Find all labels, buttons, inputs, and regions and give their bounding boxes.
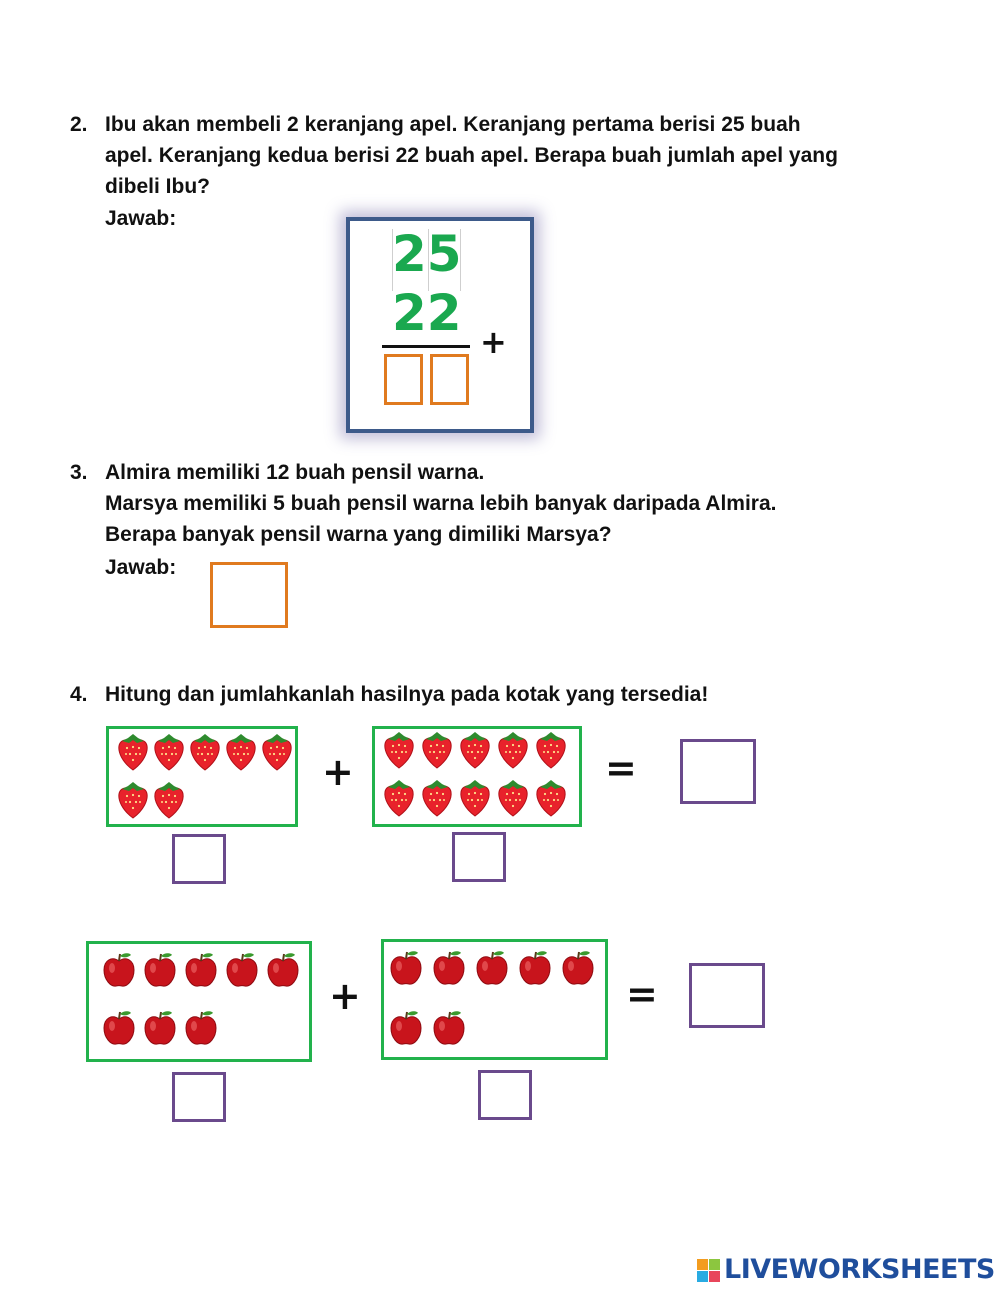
question-2-answer-label: Jawab:: [105, 207, 177, 230]
apple-icon: [102, 1009, 136, 1052]
strawberry-icon: [420, 730, 454, 775]
plus-sign: +: [329, 974, 361, 1018]
strawberry-icon: [152, 732, 186, 777]
apple-icon: [432, 949, 466, 992]
question-3-answer-box[interactable]: [210, 562, 288, 628]
logo-text: LIVEWORKSHEETS: [724, 1254, 995, 1285]
question-4-number: 4.: [70, 683, 88, 706]
strawberry-icon: [382, 730, 416, 775]
logo-blocks-icon: [697, 1259, 721, 1283]
strawberry-icon: [188, 732, 222, 777]
bottom-number: 22: [392, 284, 462, 342]
strawberry-icon: [496, 730, 530, 775]
plus-sign: +: [322, 750, 354, 794]
apple-icon: [184, 1009, 218, 1052]
apple-icon: [184, 951, 218, 994]
question-4-instruction: Hitung dan jumlahkanlah hasilnya pada kotak yang tersedia!: [105, 683, 709, 706]
apple-left-count-box[interactable]: [172, 1072, 226, 1122]
question-3-text-line-1: Almira memiliki 12 buah pensil warna.: [105, 461, 485, 484]
question-2-text-line-3: dibeli Ibu?: [105, 175, 210, 198]
strawberry-icon: [152, 780, 186, 825]
strawberry-icon: [534, 778, 568, 823]
apple-icon: [389, 949, 423, 992]
strawberry-total-box[interactable]: [680, 739, 756, 804]
strawberry-icon: [534, 730, 568, 775]
question-3-number: 3.: [70, 461, 88, 484]
strawberry-left-count-box[interactable]: [172, 834, 226, 884]
strawberry-right-count-box[interactable]: [452, 832, 506, 882]
apple-icon: [561, 949, 595, 992]
strawberry-icon: [496, 778, 530, 823]
apple-icon: [475, 949, 509, 992]
apple-icon: [266, 951, 300, 994]
apple-right-count-box[interactable]: [478, 1070, 532, 1120]
question-2-number: 2.: [70, 113, 88, 136]
question-3-text-line-3: Berapa banyak pensil warna yang dimiliki Marsya?: [105, 523, 612, 546]
sum-line: [382, 345, 470, 348]
apple-icon: [432, 1009, 466, 1052]
answer-box-ones[interactable]: [430, 354, 469, 405]
equals-sign: =: [605, 746, 637, 790]
apple-icon: [518, 949, 552, 992]
plus-sign: +: [480, 323, 507, 361]
liveworksheets-logo: [697, 1254, 995, 1285]
strawberry-icon: [116, 732, 150, 777]
strawberry-icon: [116, 780, 150, 825]
question-3-text-line-2: Marsya memiliki 5 buah pensil warna lebih banyak daripada Almira.: [105, 492, 777, 515]
strawberry-icon: [420, 778, 454, 823]
question-2-text-line-1: Ibu akan membeli 2 keranjang apel. Keranjang pertama berisi 25 buah: [105, 113, 801, 136]
strawberry-icon: [382, 778, 416, 823]
apple-icon: [143, 1009, 177, 1052]
strawberry-icon: [260, 732, 294, 777]
strawberry-icon: [458, 730, 492, 775]
apple-icon: [389, 1009, 423, 1052]
question-2-text-line-2: apel. Keranjang kedua berisi 22 buah apel. Berapa buah jumlah apel yang: [105, 144, 838, 167]
apple-icon: [225, 951, 259, 994]
apple-total-box[interactable]: [689, 963, 765, 1028]
strawberry-icon: [224, 732, 258, 777]
question-3-answer-label: Jawab:: [105, 556, 177, 579]
equals-sign: =: [626, 972, 658, 1016]
apple-icon: [102, 951, 136, 994]
answer-box-tens[interactable]: [384, 354, 423, 405]
top-number: 25: [392, 225, 462, 283]
strawberry-icon: [458, 778, 492, 823]
apple-icon: [143, 951, 177, 994]
